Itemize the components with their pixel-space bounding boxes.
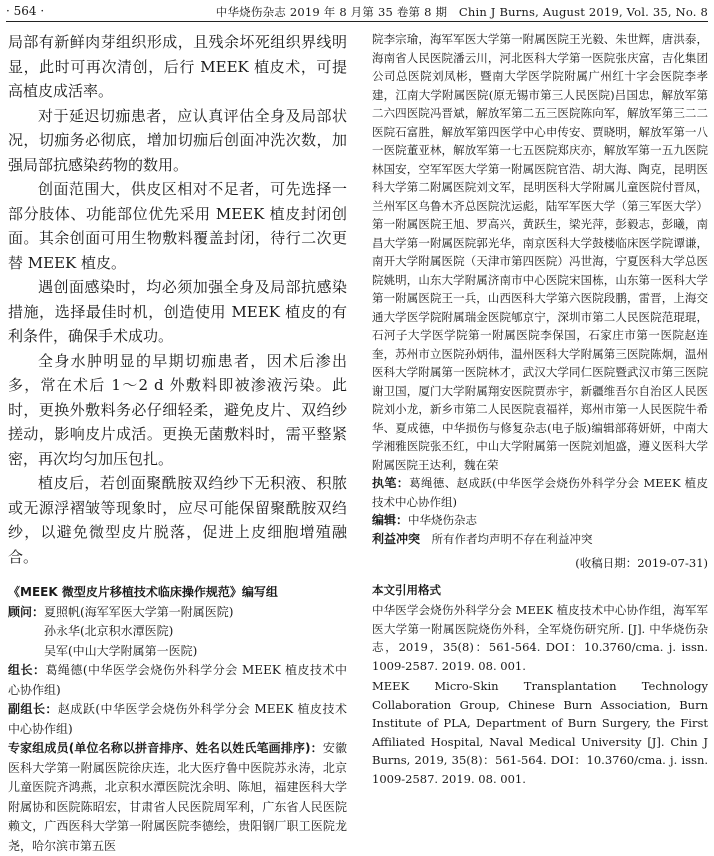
received-date: (收稿日期：2019-07-31) — [575, 556, 708, 570]
advisor-name: 吴军(中山大学附属第一医院) — [44, 643, 198, 658]
experts-label: 专家组成员(单位名称以拼音排序、姓名以姓氏笔画排序)： — [8, 741, 323, 755]
journal-title: 中华烧伤杂志 2019 年 8 月第 35 卷第 8 期 Chin J Burns, August 2019, Vol. 35, No. 8 — [215, 5, 708, 19]
body-paragraph: 局部有新鲜肉芽组织形成，且残余坏死组织界线明显，此时可再次清创，后行 MEEK 植皮术，可提高植皮成活率。 — [8, 33, 347, 100]
citation-zh: 中华医学会烧伤外科学分会 MEEK 植皮技术中心协作组，海军军医大学第一附属医院烧伤外科，全军烧伤研究所. [J]. 中华烧伤杂志，2019，35(8)：561-564. DOI：10.3760/cma. j. issn. 1009-2587. 2019. 08. 001. — [372, 603, 708, 673]
body-paragraph: 植皮后，若创面聚酰胺双绉纱下无积液、积脓或无源浮褶皱等现象时，应尽可能保留聚酰胺双绉纱，以避免微型皮片脱落，促进上皮细胞增殖融合。 — [8, 474, 347, 566]
executor-label: 执笔： — [372, 476, 410, 490]
header-rule — [6, 21, 708, 22]
deputy-line — [8, 700, 347, 739]
executor-line — [372, 474, 708, 511]
body-paragraph: 对于延迟切痂患者，应认真评估全身及局部状况，切痂务必彻底，增加切痂后创面冲洗次数，加强局部抗感染药物的数用。 — [8, 106, 347, 174]
editor-line — [372, 511, 708, 530]
page-number: · 564 · — [6, 4, 45, 18]
deputy-name: 赵成跃(中华医学会烧伤外科学分会 MEEK 植皮技术中心协作组) — [8, 702, 347, 736]
advisor-name: 夏照帆(海军军医大学第一附属医院) — [44, 604, 234, 619]
leader-line — [8, 661, 347, 700]
right-column — [372, 30, 708, 788]
advisor-label: 顾问： — [8, 604, 45, 619]
experts-list-left: 安徽医科大学第一附属医院徐庆连，北大医疗鲁中医院苏永涛，北京儿童医院齐鸿燕，北京积水潭医院沈余明、陈旭，福建医科大学附属协和医院陈昭宏，甘肃省人民医院周军利，广东省人民医院赖文，广西医科大学第一附属医院李德绘，贵阳钢厂职工医院龙尧，哈尔滨市第五医 — [8, 741, 347, 853]
body-paragraph: 创面范围大，供皮区相对不足者，可先选择一部分肢体、功能部位优先采用 MEEK 植皮封闭创面。其余创面可用生物敷料覆盖封闭，待行二次更替 MEEK 植皮。 — [8, 180, 347, 272]
conflict-label: 利益冲突 — [372, 531, 421, 546]
body-paragraph: 遇创面感染时，均必须加强全身及局部抗感染措施，选择最佳时机，创造使用 MEEK 植皮的有利条件，确保手术成功。 — [8, 278, 347, 345]
experts-line — [8, 739, 347, 856]
conflict-line — [372, 530, 708, 549]
leader-name: 葛绳德(中华医学会烧伤外科学分会 MEEK 植皮技术中心协作组) — [8, 663, 347, 697]
editor-name: 中华烧伤杂志 — [408, 513, 478, 527]
advisor-name: 孙永华(北京积水潭医院) — [44, 624, 174, 638]
credits-title: 《MEEK 微型皮片移植技术临床操作规范》编写组 — [8, 585, 278, 599]
editor-label: 编辑： — [372, 513, 409, 527]
left-column — [8, 30, 347, 856]
experts-list-right: 院李宗瑜，海军军医大学第一附属医院王光毅、朱世辉，唐洪泰，海南省人民医院潘云川，河北医科大学第一医院张庆富，吉化集团公司总医院刘凤彬，暨南大学医学院附属广州红十字会医院李孝建，江南大学附属医院(原无锡市第三人民医院)吕国忠，解放军第二六四医院冯晋斌，解放军第二五三医院陈向军，解放军第三二二医院石富胜，解放军第四医学中心申传安、贾晓明，解放军第一八一医院董亚林，解放军第一七五医院郑庆亦，解放军第一五九医院林国安，空军军医大学第一附属医院官浩、胡大海、陶克，昆明医科大学第二附属医院刘文军，昆明医科大学附属儿童医院付晋凤，兰州军区乌鲁木齐总医院沈运彪，陆军军医大学（第三军医大学）第一附属医院王旭、罗高兴，黄跃生，梁光萍，彭毅志，彭曦，南昌大学第一附属医院郭光华，南京医科大学鼓楼临床医学院谭谦，南开大学附属医院（天津市第四医院）冯世海，宁夏医科大学总医院姚明，山东大学附属济南市中心医院宋国栋，山东第一医科大学第一附属医院王一兵，山西医科大学第六医院段鹏，雷晋，上海交通大学医学院附属瑞金医院郇京宁，深圳市第二人民医院范琨琨，石河子大学医学院第一附属医院李保国，石家庄市第一医院赵连奎，苏州市立医院孙炳伟，温州医科大学附属第三医院陈炯，温州医科大学附属第一医院林才，武汉大学同仁医院暨武汉市第三医院谢卫国，厦门大学附属翔安医院贾赤宇，新疆维吾尔自治区人民医院刘小龙，新乡市第二人民医院袁福祥，郑州市第一人民医院牛希华、夏成德，中华损伤与修复杂志(电子版)编辑部蒋妍妍，中南大学湘雅医院张丕红，中山大学附属第一医院刘旭盛，遵义医科大学附属医院王达利，魏在荣 — [372, 32, 708, 472]
deputy-label: 副组长： — [8, 702, 58, 716]
body-text — [8, 30, 347, 569]
credits-block — [8, 583, 347, 856]
conflict-text: 所有作者均声明不存在利益冲突 — [431, 531, 593, 546]
citation-en: MEEK Micro-Skin Transplantation Technology Collaboration Group, Chinese Burn Association, Burn Institute of PLA, Department of Burn Surgery, the First Affiliated Hospital, Naval Medical University [J]. Chin J Burns, 2019, 35(8)：561-564. DOI：10.3760/cma. j. issn. 1009-2587. 2019. 08. 001. — [372, 679, 708, 786]
citation-heading: 本文引用格式 — [372, 582, 441, 597]
body-paragraph: 全身水肿明显的早期切痂患者，因术后渗出多，常在术后 1～2 d 外敷料即被渗液污染。此时，更换外敷料务必仔细轻柔，避免皮片、双绉纱搓动，影响皮片成活。更换无菌敷料时，需平整紧密，再次均匀加压包扎。 — [8, 351, 347, 468]
page-header — [6, 3, 708, 21]
advisor-line — [8, 603, 347, 623]
leader-label: 组长： — [8, 663, 46, 677]
executor-name: 葛绳德、赵成跃(中华医学会烧伤外科学分会 MEEK 植皮技术中心协作组) — [372, 476, 708, 509]
